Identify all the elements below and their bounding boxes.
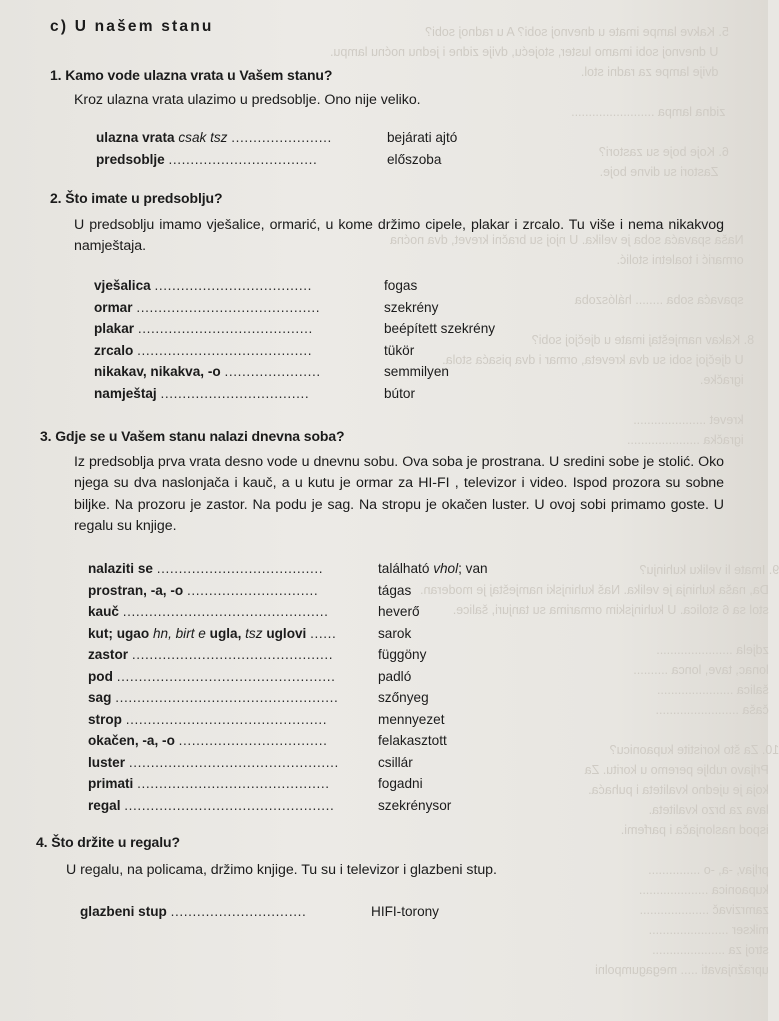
- vocab-translation: beépített szekrény: [384, 321, 496, 336]
- vocab-translation: található: [378, 561, 430, 576]
- vocab-translation: felakasztott: [378, 733, 447, 748]
- answer-2: U predsoblju imamo vješalice, ormarić, u kome držimo cipele, plakar i zrcalo. Tu više i nema nikakvog namještaja.: [74, 217, 724, 255]
- answer-4: U regalu, na policama, držimo knjige. Tu su i televizor i glazbeni stup.: [66, 862, 497, 878]
- vocab-term-form: ugla,: [209, 625, 242, 641]
- vocab-row: [88, 687, 429, 709]
- vocab-term: luster: [88, 754, 126, 770]
- vocab-dots: ................................................: [128, 754, 339, 770]
- vocab-row: [96, 149, 442, 171]
- vocab-dots: ..............................................: [125, 711, 328, 727]
- vocab-translation: szekrény: [384, 299, 439, 315]
- vocab-translation: heverő: [378, 604, 420, 619]
- vocab-row: [88, 580, 412, 602]
- vocab-row: [94, 275, 418, 297]
- vocab-row: [88, 730, 447, 752]
- vocab-term: zastor: [88, 647, 129, 662]
- vocab-term: regal: [88, 797, 121, 813]
- vocab-translation: bejárati ajtó: [387, 130, 458, 145]
- vocab-dots: ........................................: [137, 342, 313, 358]
- vocab-translation: mennyezet: [378, 711, 445, 727]
- vocab-term: primati: [88, 776, 134, 791]
- vocab-term: namještaj: [94, 385, 157, 401]
- vocab-row: [88, 644, 427, 666]
- vocab-list-3: [88, 558, 488, 816]
- vocab-grammar-note: hn, birt e: [152, 625, 206, 641]
- vocab-term: vješalica: [94, 278, 151, 293]
- vocab-term: strop: [88, 711, 122, 727]
- vocab-list-1: [96, 127, 458, 170]
- vocab-row: [88, 773, 423, 795]
- vocab-term: prostran, -a, -o: [88, 582, 184, 598]
- vocab-dots: ..................................: [178, 733, 328, 748]
- vocab-dots: ..............................................: [131, 647, 334, 662]
- vocab-row: [96, 127, 458, 149]
- vocab-dots: ........................................: [137, 321, 313, 336]
- vocab-term: zrcalo: [94, 342, 134, 358]
- vocab-dots: ...............................................: [122, 604, 329, 619]
- vocab-term: ormar: [94, 299, 133, 315]
- vocab-row: [88, 601, 420, 623]
- vocab-dots: ......................................: [156, 561, 324, 576]
- vocab-translation: padló: [378, 668, 412, 684]
- vocab-dots: ......: [310, 625, 337, 641]
- vocab-row: [80, 901, 439, 923]
- vocab-list-2: [94, 275, 496, 404]
- vocab-translation: szekrénysor: [378, 797, 452, 813]
- vocab-term: nalaziti se: [88, 561, 153, 576]
- vocab-dots: ......................: [224, 364, 321, 379]
- vocab-row: [94, 340, 415, 362]
- section-heading: c) U našem stanu: [50, 18, 214, 35]
- vocab-list-4: [80, 901, 439, 923]
- vocab-dots: ..................................: [168, 151, 318, 167]
- question-3: 3. Gdje se u Vašem stanu nalazi dnevna soba?: [40, 428, 345, 444]
- vocab-term: glazbeni stup: [80, 904, 167, 919]
- vocab-translation: sarok: [378, 625, 412, 641]
- vocab-row: [88, 623, 412, 645]
- vocab-term: ulazna vrata: [96, 130, 175, 145]
- vocab-translation: fogas: [384, 278, 418, 293]
- vocab-row: [94, 361, 449, 383]
- vocab-translation: semmilyen: [384, 364, 449, 379]
- vocab-dots: ..................................................: [116, 668, 336, 684]
- vocab-translation: bútor: [384, 385, 415, 401]
- vocab-term: plakar: [94, 321, 135, 336]
- vocab-translation: előszoba: [387, 151, 442, 167]
- vocab-term: pod: [88, 668, 113, 684]
- bleed-through-text: 5. Kakve lampe imate u dnevnoj sobi? A u radnoj sobi? U dnevnoj sobi imamo luster, stojeću, dvije zidne i jednu noćnu lampu. dvije lampe za radni stol. zidna lampa ........................ 6. Koje boje su zastori? Zastori su divne boje.: [330, 25, 729, 179]
- vocab-dots: ..................................: [160, 385, 310, 401]
- vocab-dots: ............................................: [137, 776, 330, 791]
- vocab-translation: csillár: [378, 754, 413, 770]
- vocab-translation: tükör: [384, 342, 415, 358]
- question-2: 2. Što imate u predsoblju?: [50, 190, 223, 206]
- vocab-row: [94, 318, 496, 340]
- vocab-row: [88, 558, 488, 580]
- vocab-term: predsoblje: [96, 151, 165, 167]
- vocab-dots: .......................: [231, 130, 332, 145]
- vocab-dots: ..............................: [186, 582, 319, 598]
- vocab-translation-suffix: ; van: [458, 561, 488, 576]
- vocab-dots: ................................................: [124, 797, 335, 813]
- vocab-row: [88, 795, 452, 817]
- vocab-term: kauč: [88, 604, 119, 619]
- vocab-translation-note: vhol: [433, 561, 459, 576]
- vocab-row: [94, 297, 439, 319]
- question-4: 4. Što držite u regalu?: [36, 834, 180, 850]
- vocab-row: [88, 666, 412, 688]
- vocab-row: [88, 709, 445, 731]
- answer-3: Iz predsoblja prva vrata desno vode u dnevnu sobu. Ova soba je prostrana. U sredini sobe je stolić. Oko njega su dva naslonjača i kauč, a u kutu je ormar za HI-FI , televizor i video. Ispod prozora su sobne biljke. Na prozoru je zastor. Na podu je sag. Na stropu je okačen luster. U ovoj sobi primamo goste. U regalu su knjige.: [74, 454, 724, 534]
- vocab-translation: fogadni: [378, 776, 423, 791]
- vocab-term: okačen, -a, -o: [88, 733, 175, 748]
- vocab-translation: függöny: [378, 647, 427, 662]
- vocab-grammar-note: csak tsz: [178, 130, 228, 145]
- question-1: 1. Kamo vode ulazna vrata u Vašem stanu?: [50, 67, 333, 83]
- vocab-term-plural: uglovi: [266, 625, 307, 641]
- vocab-dots: ..........................................: [136, 299, 321, 315]
- bleed-through-text-3: 9. Imate li veliku kuhinju? Da, naša kuhinja je velika. Naš kuhinjski namještaj je moderan. stol sa 6 stolica. U kuhinjskim ormarima su tanjuri, šalice. zdjela ...................... lonac, tave, lonca .......... šalica ...................... čaša ........................ 10. Za što koristite kupaonicu? Prljavo rublje peremo u koritu. Za koja je ujedno kvaliteta i puhaća. lava za brzo kvaliteta. ispod naslonjača i parfemi. prljav, -a, -o ............... kupaonica .................... zamrzivač .................... mikser ....................... stroj za ..................... upražnjavati ..... megagumpolni: [420, 563, 779, 977]
- vocab-dots: ...............................: [170, 904, 307, 919]
- vocab-translation: HIFI-torony: [371, 904, 439, 919]
- vocab-translation: tágas: [378, 582, 412, 598]
- vocab-dots: ...................................................: [115, 690, 339, 705]
- vocab-translation: szőnyeg: [378, 690, 429, 705]
- vocab-dots: ....................................: [154, 278, 313, 293]
- vocab-row: [94, 383, 415, 405]
- vocab-grammar-note: tsz: [245, 625, 263, 641]
- vocab-term: kut; ugao: [88, 625, 150, 641]
- bleed-through-text-2: Naša spavaća soba je velika. U njoj su bračni krevet, dva noćna ormarić i toaletni stolić. spavaća soba ........ hálószoba 8. Kakav namještaj imate u dječjoj sobi? U dječjoj sobi su dva kreveta, ormar i dva pisaća stola. igračke. krevet ..................... igračka .....................: [390, 233, 755, 447]
- vocab-term: sag: [88, 690, 112, 705]
- vocab-row: [88, 752, 413, 774]
- answer-1: Kroz ulazna vrata ulazimo u predsoblje. Ono nije veliko.: [74, 92, 421, 108]
- vocab-term: nikakav, nikakva, -o: [94, 364, 221, 379]
